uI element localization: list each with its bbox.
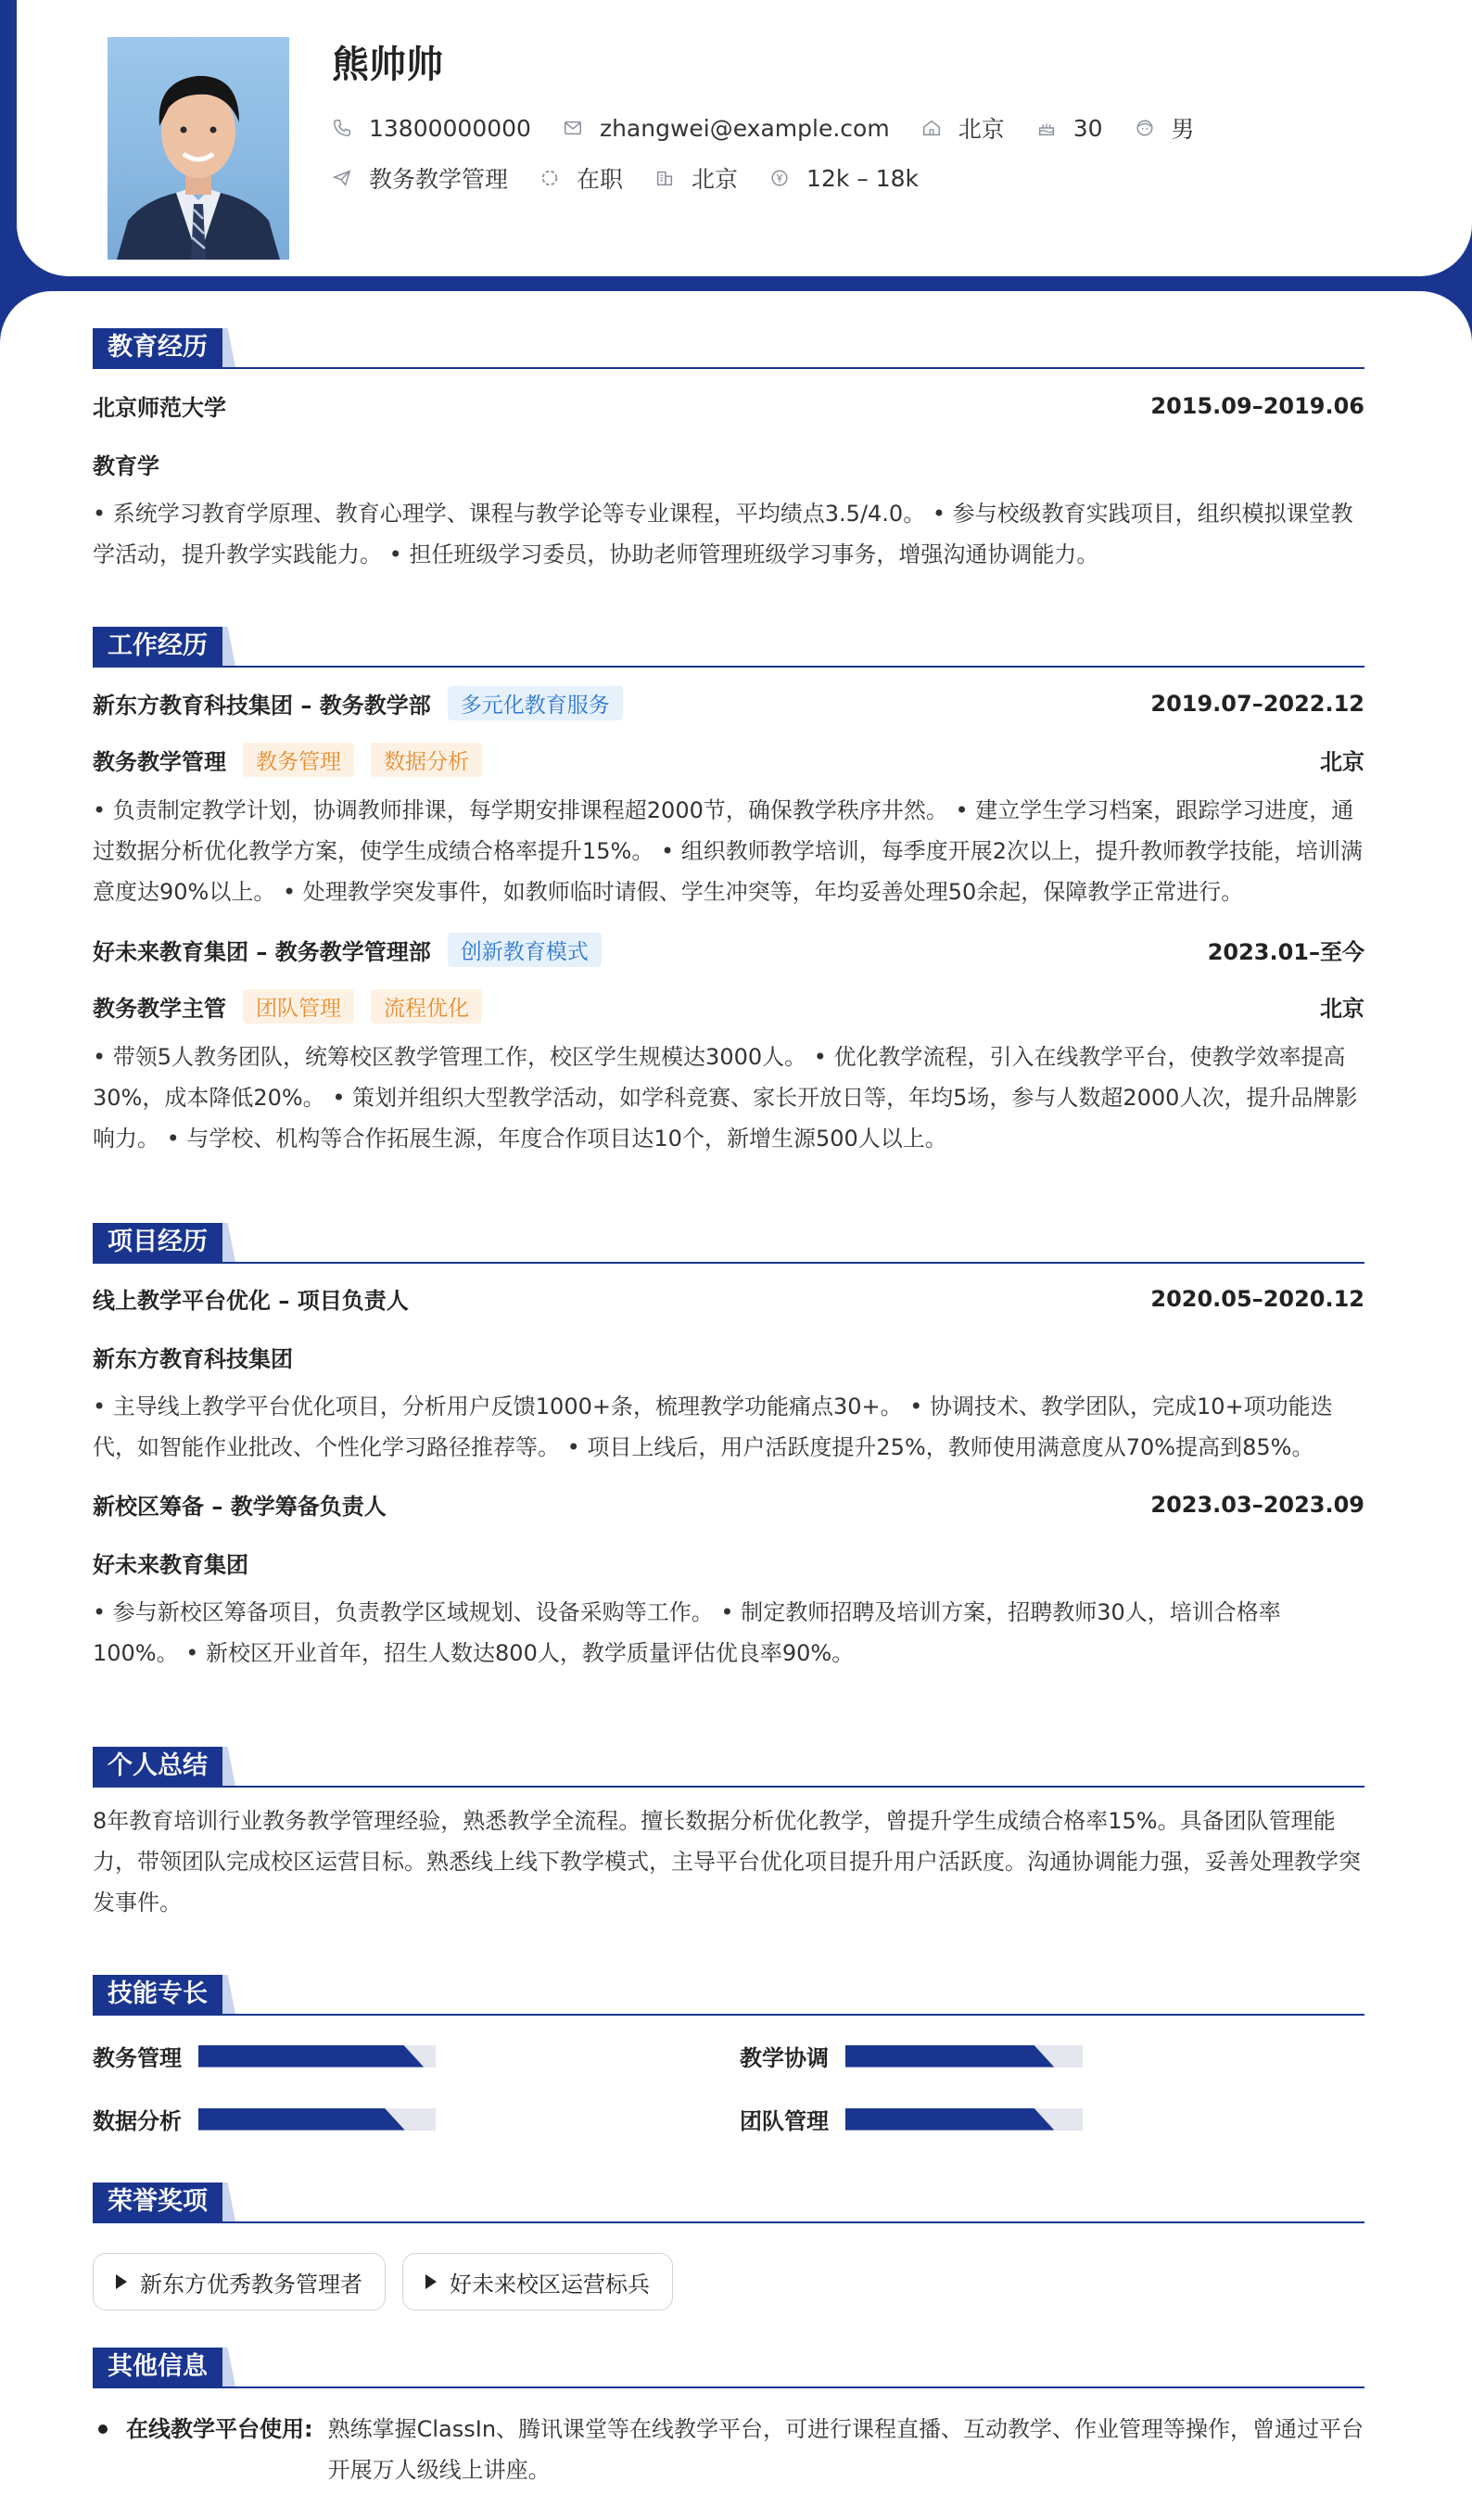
education-section-title: 教育经历 <box>93 328 222 367</box>
skill-tag: 数据分析 <box>371 743 482 777</box>
skill-bar-fill <box>198 2045 424 2068</box>
other-info-section-title: 其他信息 <box>93 2348 222 2386</box>
gender-value: 男 <box>1171 116 1195 143</box>
contact-row <box>332 111 1226 145</box>
skill-bar <box>198 2045 436 2068</box>
job-intent-row <box>332 161 950 195</box>
education-description: • 系统学习教育学原理、教育心理学、课程与教学论等专业课程，平均绩点3.5/4.0。 • 参与校级教育实践项目，组织模拟课堂教学活动，提升教学实践能力。 • 担任班级学习委员，协助老师管理班级学习事务，增强沟通协调能力。 <box>93 501 1353 567</box>
project-org: 新东方教育科技集团 <box>93 1346 293 1372</box>
honor-label: 好未来校区运营标兵 <box>450 2271 650 2297</box>
other-info-value: 熟练掌握ClassIn、腾讯课堂等在线教学平台，可进行课程直播、互动教学、作业管理等操作，曾通过平台开展万人级线上讲座。 <box>327 2416 1364 2483</box>
education-major: 教育学 <box>93 453 159 479</box>
skill-item <box>740 2040 1083 2072</box>
paper-plane-icon <box>332 168 352 188</box>
skills-section-header <box>93 1975 1364 2016</box>
work-entry-header <box>93 686 1364 720</box>
education-section <box>93 328 1364 575</box>
triangle-bullet-icon <box>425 2274 437 2289</box>
project-name: 线上教学平台优化 – 项目负责人 <box>93 1288 409 1314</box>
salary-item <box>769 165 919 192</box>
work-entry <box>93 933 1364 1159</box>
work-dates: 2019.07–2022.12 <box>1150 690 1364 717</box>
project-description: • 参与新校区筹备项目，负责教学区域规划、设备采购等工作。 • 制定教师招聘及培训方案，招聘教师30人，培训合格率100%。 • 新校区开业首年，招生人数达800人，教学质量评估优良率90%。 <box>93 1599 1281 1666</box>
company-tag: 多元化教育服务 <box>448 686 623 720</box>
target-role-item <box>332 161 508 195</box>
job-role: 教务教学管理 <box>93 749 226 775</box>
honors-section-title: 荣誉奖项 <box>93 2183 222 2221</box>
company-tag: 创新教育模式 <box>448 933 602 967</box>
gender-item <box>1135 111 1195 145</box>
work-description: • 带领5人教务团队，统筹校区教学管理工作，校区学生规模达3000人。 • 优化教学流程，引入在线教学平台，使教学效率提高30%，成本降低20%。 • 策划并组织大型教学活动，如学科竞赛、家长开放日等，年均5场，参与人数超2000人次，提升品牌影响力。 • 与学校、机构等合作拓展生源，年度合作项目达10个，新增生源500人以上。 <box>93 1044 1358 1152</box>
skill-item <box>93 2040 436 2072</box>
work-role-row <box>93 989 1364 1024</box>
project-entry-header <box>93 1282 1364 1315</box>
education-section-header <box>93 328 1364 369</box>
company-name: 新东方教育科技集团 – 教务教学部 <box>93 693 431 719</box>
project-entry <box>93 1282 1364 1468</box>
summary-text: 8年教育培训行业教务教学管理经验，熟悉教学全流程。擅长数据分析优化教学，曾提升学生成绩合格率15%。具备团队管理能力，带领团队完成校区运营目标。熟悉线上线下教学模式，主导平台优化项目提升用户活跃度。沟通协调能力强，妥善处理教学突发事件。 <box>93 1808 1361 1915</box>
location-item <box>921 111 1005 145</box>
work-description: • 负责制定教学计划，协调教师排课，每学期安排课程超2000节，确保教学秩序井然。 • 建立学生学习档案，跟踪学习进度，通过数据分析优化教学方案，使学生成绩合格率提升15%。 • 组织教师教学培训，每季度开展2次以上，提升教师教学技能，培训满意度达90%以上。 • 处理教学突发事件，如教师临时请假、学生冲突等，年均妥善处理50余起，保障教学正常进行。 <box>93 797 1364 905</box>
salary-value: 12k – 18k <box>806 164 920 192</box>
status-item <box>539 161 623 195</box>
summary-section-title: 个人总结 <box>93 1747 222 1786</box>
status-value: 在职 <box>577 166 624 193</box>
skill-name: 教务管理 <box>93 2045 182 2071</box>
birthday-cake-icon <box>1036 118 1057 138</box>
skill-bar-fill <box>845 2108 1054 2131</box>
age-value: 30 <box>1072 114 1103 142</box>
projects-section <box>93 1223 1364 1674</box>
skill-tag: 团队管理 <box>243 989 354 1024</box>
building-icon <box>654 168 675 188</box>
other-info-section-header <box>93 2348 1364 2388</box>
project-entry <box>93 1488 1364 1674</box>
project-name: 新校区筹备 – 教学筹备负责人 <box>93 1494 387 1520</box>
work-city: 北京 <box>1320 996 1364 1022</box>
project-org: 好未来教育集团 <box>93 1552 248 1578</box>
bullet-dot-icon <box>98 2425 108 2434</box>
email-item <box>563 115 890 142</box>
target-city-value: 北京 <box>692 166 739 193</box>
other-info-item <box>93 2409 1364 2490</box>
person-face-icon <box>1135 118 1155 138</box>
status-ring-icon <box>539 168 560 188</box>
target-city-item <box>654 161 738 195</box>
project-dates: 2023.03–2023.09 <box>1150 1491 1364 1518</box>
job-role: 教务教学主管 <box>93 996 226 1022</box>
company-name: 好未来教育集团 – 教务教学管理部 <box>93 939 431 965</box>
skill-bar <box>845 2045 1083 2068</box>
project-entry-header <box>93 1488 1364 1521</box>
work-entry <box>93 686 1364 912</box>
coin-icon <box>769 168 790 188</box>
target-role-value: 教务教学管理 <box>369 166 509 193</box>
work-section-title: 工作经历 <box>93 627 222 666</box>
skill-name: 教学协调 <box>740 2045 829 2071</box>
phone-value: 13800000000 <box>369 114 531 142</box>
age-item <box>1036 115 1103 142</box>
skills-section-title: 技能专长 <box>93 1975 222 2014</box>
phone-item <box>332 115 531 142</box>
projects-section-header <box>93 1223 1364 1264</box>
honors-list <box>93 2253 1364 2310</box>
resume-body <box>0 291 1472 2520</box>
candidate-name: 熊帅帅 <box>332 44 443 86</box>
skill-bar-fill <box>198 2108 405 2131</box>
work-section-header <box>93 627 1364 668</box>
work-city: 北京 <box>1320 749 1364 775</box>
home-icon <box>921 118 942 138</box>
skill-tag: 教务管理 <box>243 743 354 777</box>
other-info-section <box>93 2348 1364 2490</box>
work-section <box>93 627 1364 1159</box>
skill-bar <box>198 2108 436 2131</box>
profile-header <box>17 0 1472 276</box>
project-description: • 主导线上教学平台优化项目，分析用户反馈1000+条，梳理教学功能痛点30+。 • 协调技术、教学团队，完成10+项功能迭代，如智能作业批改、个性化学习路径推荐等。 • 项目上线后，用户活跃度提升25%，教师使用满意度从70%提高到85%。 <box>93 1394 1333 1460</box>
honor-item <box>93 2253 386 2310</box>
honor-item <box>402 2253 673 2310</box>
skill-item <box>740 2103 1083 2135</box>
education-major-row <box>93 448 1364 480</box>
person-portrait-icon <box>108 37 289 260</box>
other-info-key: 在线教学平台使用: <box>126 2416 313 2442</box>
school-name: 北京师范大学 <box>93 395 226 421</box>
education-entry-header <box>93 389 1364 422</box>
mail-icon <box>563 118 583 138</box>
projects-section-title: 项目经历 <box>93 1223 222 1262</box>
phone-icon <box>332 118 352 138</box>
project-org-row <box>93 1341 1364 1373</box>
skills-section <box>93 1975 1364 2134</box>
skill-item <box>93 2103 436 2135</box>
education-dates: 2015.09–2019.06 <box>1150 392 1364 419</box>
honors-section <box>93 2183 1364 2310</box>
work-dates: 2023.01–至今 <box>1207 939 1364 965</box>
skill-tag: 流程优化 <box>371 989 482 1024</box>
skill-name: 团队管理 <box>740 2108 829 2134</box>
skill-name: 数据分析 <box>93 2108 182 2134</box>
work-entry-header <box>93 933 1364 967</box>
location-value: 北京 <box>958 116 1005 143</box>
work-role-row <box>93 743 1364 777</box>
honor-label: 新东方优秀教务管理者 <box>140 2271 362 2297</box>
skill-bar-fill <box>845 2045 1054 2068</box>
honors-section-header <box>93 2183 1364 2223</box>
skill-bar <box>845 2108 1083 2131</box>
triangle-bullet-icon <box>116 2274 127 2289</box>
email-value: zhangwei@example.com <box>599 114 890 142</box>
summary-section-header <box>93 1747 1364 1788</box>
project-dates: 2020.05–2020.12 <box>1150 1285 1364 1312</box>
project-org-row <box>93 1546 1364 1579</box>
profile-photo <box>108 37 289 260</box>
summary-section <box>93 1747 1364 1923</box>
